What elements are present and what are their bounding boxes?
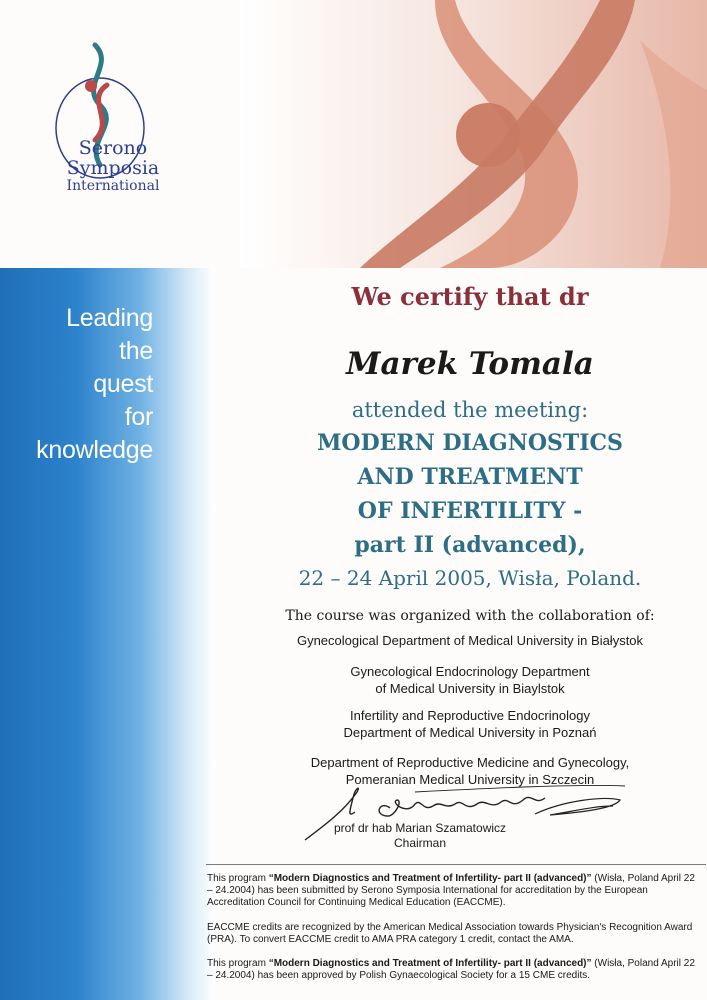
cme-credits-note	[207, 958, 703, 982]
blue-side-band	[0, 268, 215, 1000]
department-line: Pomeranian Medical University in Szczecin	[345, 772, 595, 787]
ribbon-decoration	[240, 0, 707, 268]
logo-line-2: Symposia	[66, 157, 160, 179]
attended-line: attended the meeting:	[351, 398, 589, 422]
eaccme-note: EACCME credits are recognized by the American Medical Association towards Physician's Recognition Award (PRA). To convert EACCME credit to AMA PRA category 1 credit, contact the AMA.	[207, 922, 693, 945]
department-line: Gynecological Endocrinology Department	[350, 664, 590, 679]
program-title: “Modern Diagnostics and Treatment of Infertility- part II (advanced)”	[268, 873, 592, 884]
note-text: (Wisła, Poland April 22 – 24.2004) has been submitted by Serono Symposia International for accreditation by the European Accreditation Council for Continuing Medical Education (EACCME).	[207, 873, 695, 908]
decorative-artwork	[240, 0, 707, 268]
meeting-title-line: MODERN DIAGNOSTICS	[317, 430, 623, 456]
slogan-line: quest	[93, 370, 153, 398]
slogan-line: knowledge	[36, 436, 153, 464]
collaborator-department	[240, 663, 700, 697]
department-line: Gynecological Department of Medical University in Białystok	[296, 633, 644, 648]
collaborator-department	[240, 707, 700, 741]
meeting-title	[240, 426, 700, 562]
note-text: This program	[207, 958, 269, 969]
slogan-line: Leading	[66, 304, 153, 332]
signer-role: Chairman	[393, 836, 447, 850]
divider-line	[206, 864, 706, 865]
accreditation-note	[207, 873, 703, 909]
signer-block	[300, 821, 540, 851]
certify-heading: We certify that dr	[351, 282, 589, 311]
collaborator-department	[240, 632, 700, 649]
note-text: This program	[207, 873, 269, 884]
department-line: Infertility and Reproductive Endocrinology	[350, 708, 590, 723]
note-text: (Wisła, Poland April 22 – 24.2004) has been approved by Polish Gynaecological Society for a 15 CME credits.	[207, 958, 695, 981]
department-line: of Medical University in Biaylstok	[375, 681, 565, 696]
meeting-title-line: OF INFERTILITY -	[357, 498, 583, 524]
meeting-date-place: 22 – 24 April 2005, Wisła, Poland.	[298, 566, 642, 590]
department-line: Department of Medical University in Poznań	[343, 725, 597, 740]
slogan-line: for	[124, 403, 153, 431]
collaboration-intro: The course was organized with the collaboration of:	[285, 608, 655, 624]
recipient-name: Marek Tomala	[346, 346, 594, 382]
department-line: Department of Reproductive Medicine and Gynecology,	[310, 755, 630, 770]
meeting-title-line: part II (advanced),	[354, 532, 586, 558]
logo-wordmark	[38, 138, 188, 194]
signer-name: prof dr hab Marian Szamatowicz	[333, 821, 507, 835]
slogan-line: the	[119, 337, 153, 365]
slogan	[36, 302, 153, 467]
meeting-title-line: AND TREATMENT	[357, 464, 583, 490]
logo-line-3: International	[66, 178, 160, 194]
logo-line-1: Serono	[78, 137, 148, 159]
program-title: “Modern Diagnostics and Treatment of Infertility- part II (advanced)”	[268, 958, 592, 969]
